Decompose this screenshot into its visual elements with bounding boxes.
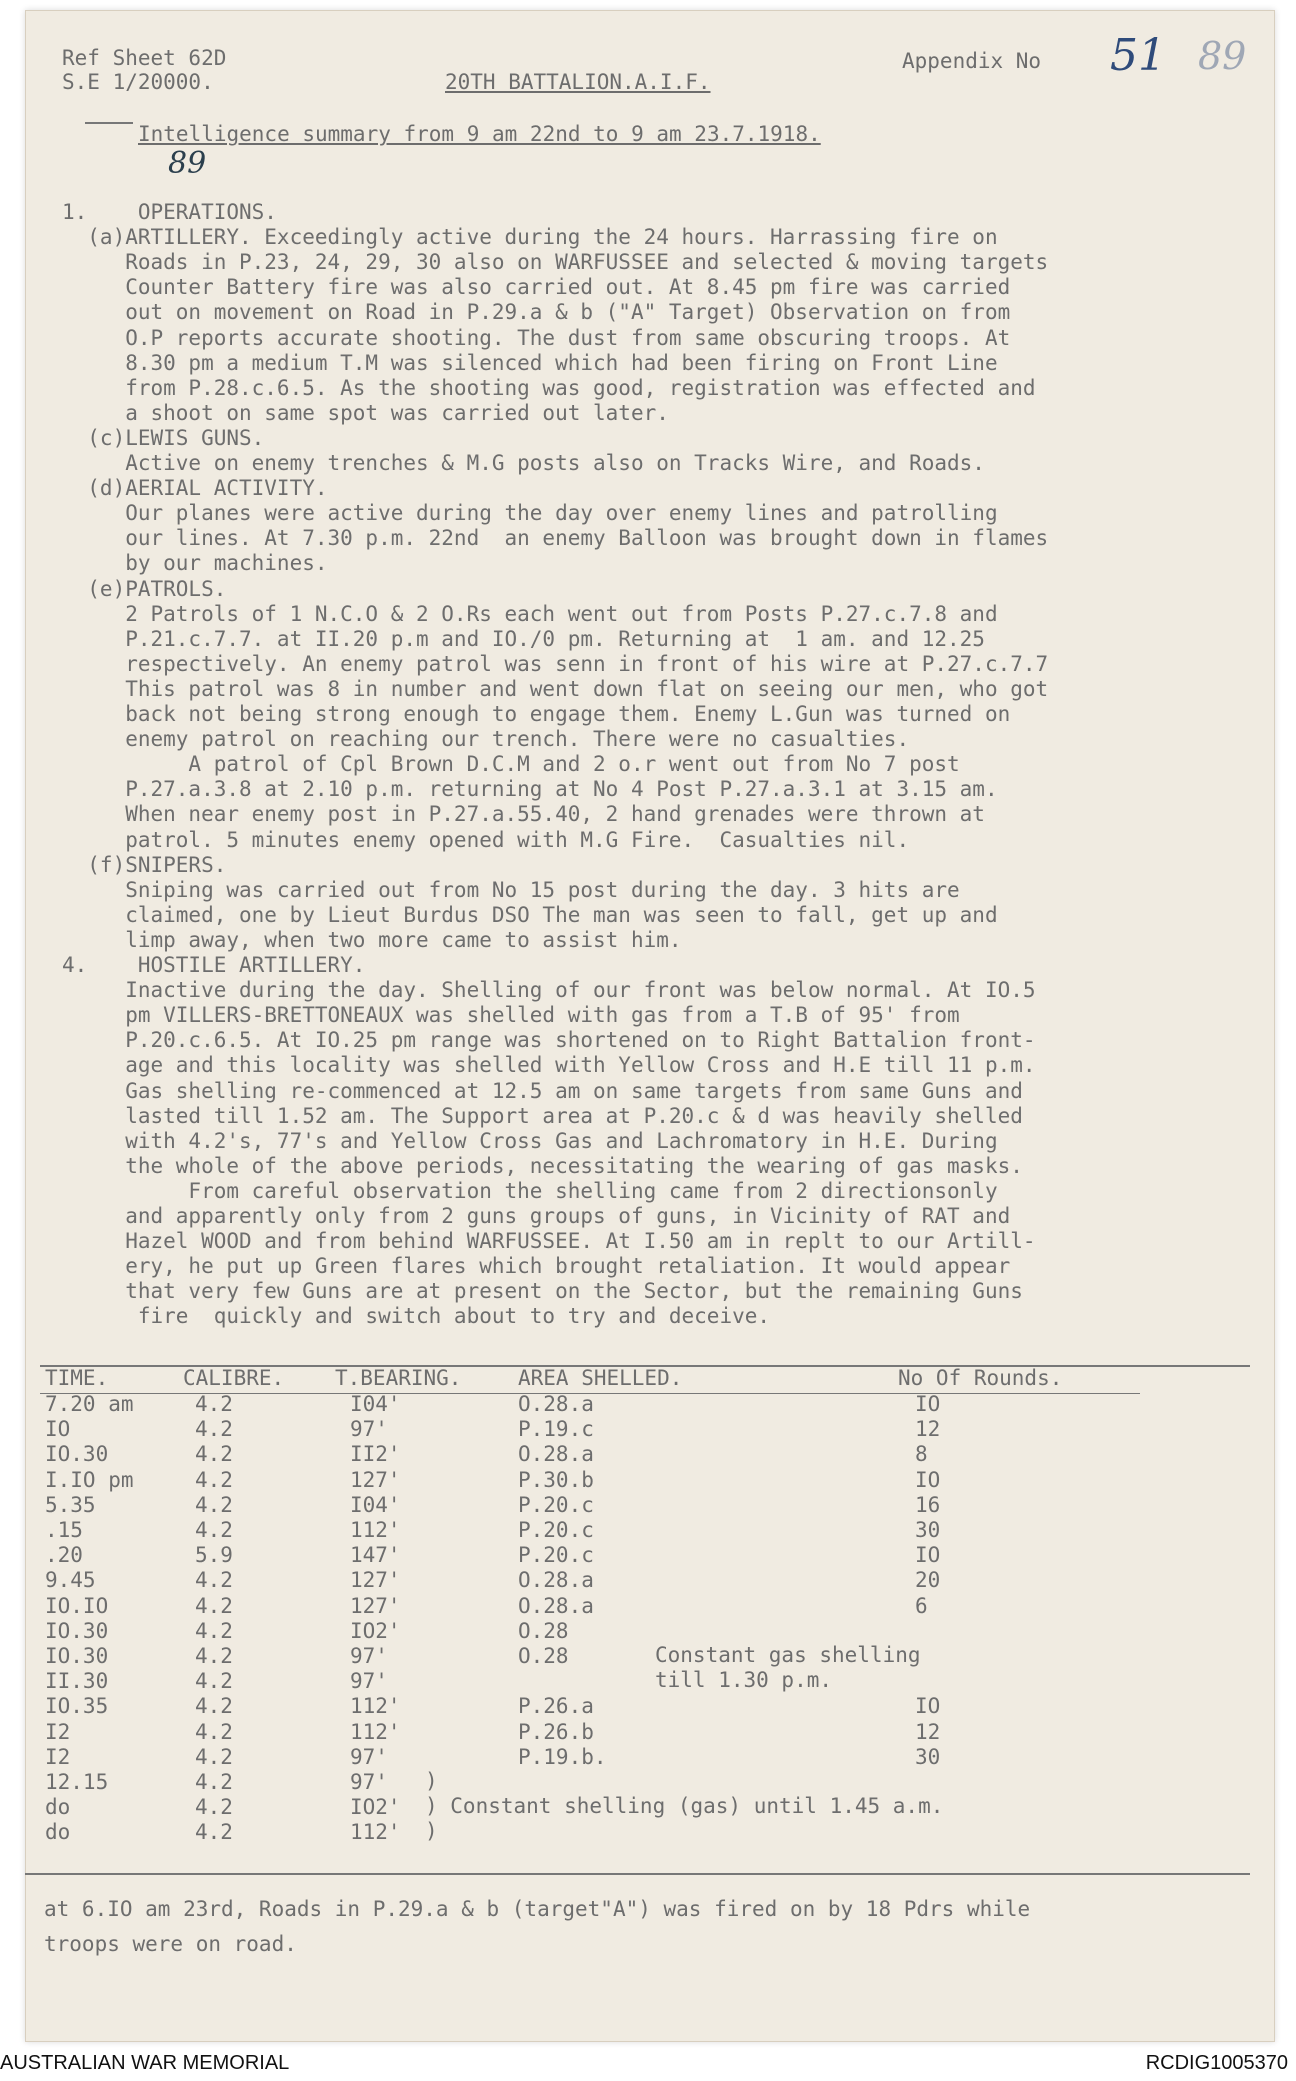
subtitle-dash (85, 122, 133, 124)
cell-bearing: 97' (350, 1669, 388, 1693)
cell-time: 5.35 (45, 1493, 96, 1517)
body-line: This patrol was 8 in number and went down flat on seeing our men, who got (62, 677, 1049, 701)
closing-line-1: at 6.IO am 23rd, Roads in P.29.a & b (target"A") was fired on by 18 Pdrs while (44, 1897, 1031, 1921)
body-line: P.27.a.3.8 at 2.10 p.m. returning at No 4 Post P.27.a.3.1 at 3.15 am. (62, 777, 998, 801)
cell-time: IO.30 (45, 1442, 109, 1466)
cell-calibre: 4.2 (195, 1417, 233, 1441)
body-line: (d)AERIAL ACTIVITY. (62, 476, 328, 500)
cell-calibre: 4.2 (195, 1619, 233, 1643)
cell-area: P.19.c (518, 1417, 594, 1441)
cell-time: 12.15 (45, 1770, 109, 1794)
cell-time: IO (45, 1417, 71, 1441)
body-line: (e)PATROLS. (62, 577, 227, 601)
gas-note-line-2: till 1.30 p.m. (655, 1668, 833, 1692)
cell-area: P.30.b (518, 1468, 594, 1492)
body-line: ery, he put up Green flares which brought retaliation. It would appear (62, 1254, 1011, 1278)
cell-time: I.IO pm (45, 1468, 134, 1492)
body-line: a shoot on same spot was carried out later. (62, 401, 669, 425)
cell-rounds: IO (915, 1543, 941, 1567)
cell-area: O.28.a (518, 1442, 594, 1466)
cell-bearing: 97' (350, 1644, 388, 1668)
cell-rounds: 16 (915, 1493, 941, 1517)
body-line: enemy patrol on reaching our trench. There were no casualties. (62, 727, 910, 751)
cell-area: P.26.b (518, 1720, 594, 1744)
cell-calibre: 4.2 (195, 1493, 233, 1517)
cell-calibre: 4.2 (195, 1770, 233, 1794)
cell-calibre: 4.2 (195, 1644, 233, 1668)
cell-area: O.28 (518, 1644, 569, 1668)
cell-time: do (45, 1795, 71, 1819)
body-line: Hazel WOOD and from behind WARFUSSEE. At I.50 am in replt to our Artill- (62, 1229, 1036, 1253)
cell-bearing: IO2' (350, 1619, 401, 1643)
cell-calibre: 4.2 (195, 1568, 233, 1592)
cell-calibre: 4.2 (195, 1720, 233, 1744)
body-line: out on movement on Road in P.29.a & b ("A" Target) Observation on from (62, 300, 1011, 324)
cell-calibre: 4.2 (195, 1468, 233, 1492)
cell-area: O.28.a (518, 1392, 594, 1416)
bracket-3: ) (425, 1819, 438, 1843)
body-line: (f)SNIPERS. (62, 853, 227, 877)
body-line: patrol. 5 minutes enemy opened with M.G Fire. Casualties nil. (62, 828, 910, 852)
body-line: P.20.c.6.5. At IO.25 pm range was shortened on to Right Battalion front- (62, 1028, 1036, 1052)
body-line: Inactive during the day. Shelling of our front was below normal. At IO.5 (62, 978, 1036, 1002)
bracket-constant-shelling: ) Constant shelling (gas) until 1.45 a.m. (425, 1794, 944, 1818)
cell-bearing: 112' (350, 1694, 401, 1718)
col-header-area: AREA SHELLED. (518, 1366, 683, 1390)
body-line: (c)LEWIS GUNS. (62, 426, 265, 450)
body-line: our lines. At 7.30 p.m. 22nd an enemy Balloon was brought down in flames (62, 526, 1049, 550)
cell-time: IO.30 (45, 1619, 109, 1643)
cell-time: I2 (45, 1720, 71, 1744)
page-number: 89 (168, 146, 207, 181)
cell-bearing: 97' (350, 1745, 388, 1769)
cell-time: IO.35 (45, 1694, 109, 1718)
cell-area: P.20.c (518, 1493, 594, 1517)
cell-calibre: 4.2 (195, 1669, 233, 1693)
col-header-calibre: CALIBRE. (183, 1366, 285, 1390)
bracket-1: ) (425, 1769, 438, 1793)
body-line: (a)ARTILLERY. Exceedingly active during the 24 hours. Harrassing fire on (62, 225, 998, 249)
body-line: Counter Battery fire was also carried out. At 8.45 pm fire was carried (62, 275, 1011, 299)
ref-sheet: Ref Sheet 62D (62, 46, 227, 70)
cell-area: P.20.c (518, 1543, 594, 1567)
col-header-bearing: T.BEARING. (335, 1366, 462, 1390)
cell-time: do (45, 1820, 71, 1844)
body-line: by our machines. (62, 551, 328, 575)
gas-note-line-1: Constant gas shelling (655, 1643, 921, 1667)
cell-bearing: 112' (350, 1518, 401, 1542)
body-line: the whole of the above periods, necessitating the wearing of gas masks. (62, 1154, 1023, 1178)
cell-time: .20 (45, 1543, 83, 1567)
body-line: Sniping was carried out from No 15 post during the day. 3 hits are (62, 878, 960, 902)
body-line: O.P reports accurate shooting. The dust from same obscuring troops. At (62, 326, 1011, 350)
cell-calibre: 4.2 (195, 1795, 233, 1819)
body-line: that very few Guns are at present on the Sector, but the remaining Guns (62, 1279, 1023, 1303)
body-line: From careful observation the shelling came from 2 directionsonly (62, 1179, 998, 1203)
cell-calibre: 4.2 (195, 1745, 233, 1769)
table-bottom-rule (25, 1873, 1250, 1875)
body-line: claimed, one by Lieut Burdus DSO The man was seen to fall, get up and (62, 903, 998, 927)
appendix-page-pencil: 89 (1198, 34, 1247, 78)
cell-bearing: 112' (350, 1820, 401, 1844)
cell-area: P.26.a (518, 1694, 594, 1718)
cell-area: P.19.b. (518, 1745, 607, 1769)
body-line: Active on enemy trenches & M.G posts also on Tracks Wire, and Roads. (62, 451, 985, 475)
cell-bearing: I04' (350, 1392, 401, 1416)
cell-calibre: 4.2 (195, 1694, 233, 1718)
body-line: 2 Patrols of 1 N.C.O & 2 O.Rs each went out from Posts P.27.c.7.8 and (62, 602, 998, 626)
body-line: back not being strong enough to engage them. Enemy L.Gun was turned on (62, 702, 1011, 726)
footer-archive-name: AUSTRALIAN WAR MEMORIAL (0, 2052, 290, 2074)
cell-area: O.28.a (518, 1594, 594, 1618)
summary-subtitle: Intelligence summary from 9 am 22nd to 9 am 23.7.1918. (138, 122, 821, 146)
cell-area: O.28 (518, 1619, 569, 1643)
cell-time: II.30 (45, 1669, 109, 1693)
cell-calibre: 4.2 (195, 1392, 233, 1416)
cell-calibre: 4.2 (195, 1442, 233, 1466)
cell-rounds: 6 (915, 1594, 928, 1618)
document-title: 20TH BATTALION.A.I.F. (445, 70, 711, 94)
body-line: 4. HOSTILE ARTILLERY. (62, 953, 366, 977)
body-line: Gas shelling re-commenced at 12.5 am on same targets from same Guns and (62, 1079, 1023, 1103)
body-line: 1. OPERATIONS. (62, 200, 277, 224)
cell-bearing: 127' (350, 1594, 401, 1618)
body-line: A patrol of Cpl Brown D.C.M and 2 o.r went out from No 7 post (62, 752, 960, 776)
body-line: limp away, when two more came to assist him. (62, 928, 682, 952)
cell-area: O.28.a (518, 1568, 594, 1592)
col-header-time: TIME. (45, 1366, 109, 1390)
cell-calibre: 4.2 (195, 1594, 233, 1618)
cell-bearing: I04' (350, 1493, 401, 1517)
cell-bearing: 97' (350, 1417, 388, 1441)
cell-rounds: 12 (915, 1417, 941, 1441)
cell-calibre: 4.2 (195, 1518, 233, 1542)
cell-time: .15 (45, 1518, 83, 1542)
body-line: pm VILLERS-BRETTONEAUX was shelled with gas from a T.B of 95' from (62, 1003, 960, 1027)
cell-bearing: 127' (350, 1468, 401, 1492)
body-line: P.21.c.7.7. at II.20 p.m and IO./0 pm. Returning at 1 am. and 12.25 (62, 627, 985, 651)
cell-rounds: 20 (915, 1568, 941, 1592)
col-header-rounds: No Of Rounds. (898, 1366, 1063, 1390)
body-line: When near enemy post in P.27.a.55.40, 2 hand grenades were thrown at (62, 802, 985, 826)
cell-time: IO.30 (45, 1644, 109, 1668)
cell-calibre: 4.2 (195, 1820, 233, 1844)
cell-rounds: 8 (915, 1442, 928, 1466)
cell-rounds: IO (915, 1468, 941, 1492)
body-line: age and this locality was shelled with Yellow Cross and H.E till 11 p.m. (62, 1053, 1036, 1077)
cell-rounds: 12 (915, 1720, 941, 1744)
body-line: 8.30 pm a medium T.M was silenced which had been firing on Front Line (62, 351, 998, 375)
body-line: fire quickly and switch about to try and deceive. (62, 1304, 771, 1328)
body-line: lasted till 1.52 am. The Support area at P.20.c & d was heavily shelled (62, 1104, 1023, 1128)
cell-bearing: 127' (350, 1568, 401, 1592)
body-line: and apparently only from 2 guns groups of guns, in Vicinity of RAT and (62, 1204, 1011, 1228)
cell-time: 7.20 am (45, 1392, 134, 1416)
appendix-number: 51 (1110, 30, 1166, 81)
appendix-label: Appendix No (902, 49, 1042, 73)
cell-time: 9.45 (45, 1568, 96, 1592)
body-line: from P.28.c.6.5. As the shooting was good, registration was effected and (62, 376, 1036, 400)
closing-line-2: troops were on road. (44, 1932, 297, 1956)
cell-bearing: 97' (350, 1770, 388, 1794)
body-line: Roads in P.23, 24, 29, 30 also on WARFUSSEE and selected & moving targets (62, 250, 1049, 274)
cell-rounds: IO (915, 1392, 941, 1416)
cell-rounds: 30 (915, 1518, 941, 1542)
cell-rounds: 30 (915, 1745, 941, 1769)
body-line: respectively. An enemy patrol was senn in front of his wire at P.27.c.7.7 (62, 652, 1049, 676)
cell-bearing: II2' (350, 1442, 401, 1466)
cell-rounds: IO (915, 1694, 941, 1718)
body-line: Our planes were active during the day over enemy lines and patrolling (62, 501, 998, 525)
cell-time: I2 (45, 1745, 71, 1769)
body-line: with 4.2's, 77's and Yellow Cross Gas and Lachromatory in H.E. During (62, 1129, 998, 1153)
cell-bearing: 112' (350, 1720, 401, 1744)
cell-bearing: IO2' (350, 1795, 401, 1819)
cell-bearing: 147' (350, 1543, 401, 1567)
map-scale: S.E 1/20000. (62, 70, 214, 94)
cell-calibre: 5.9 (195, 1543, 233, 1567)
cell-area: P.20.c (518, 1518, 594, 1542)
footer-item-id: RCDIG1005370 (1145, 2052, 1288, 2074)
cell-time: IO.IO (45, 1594, 109, 1618)
